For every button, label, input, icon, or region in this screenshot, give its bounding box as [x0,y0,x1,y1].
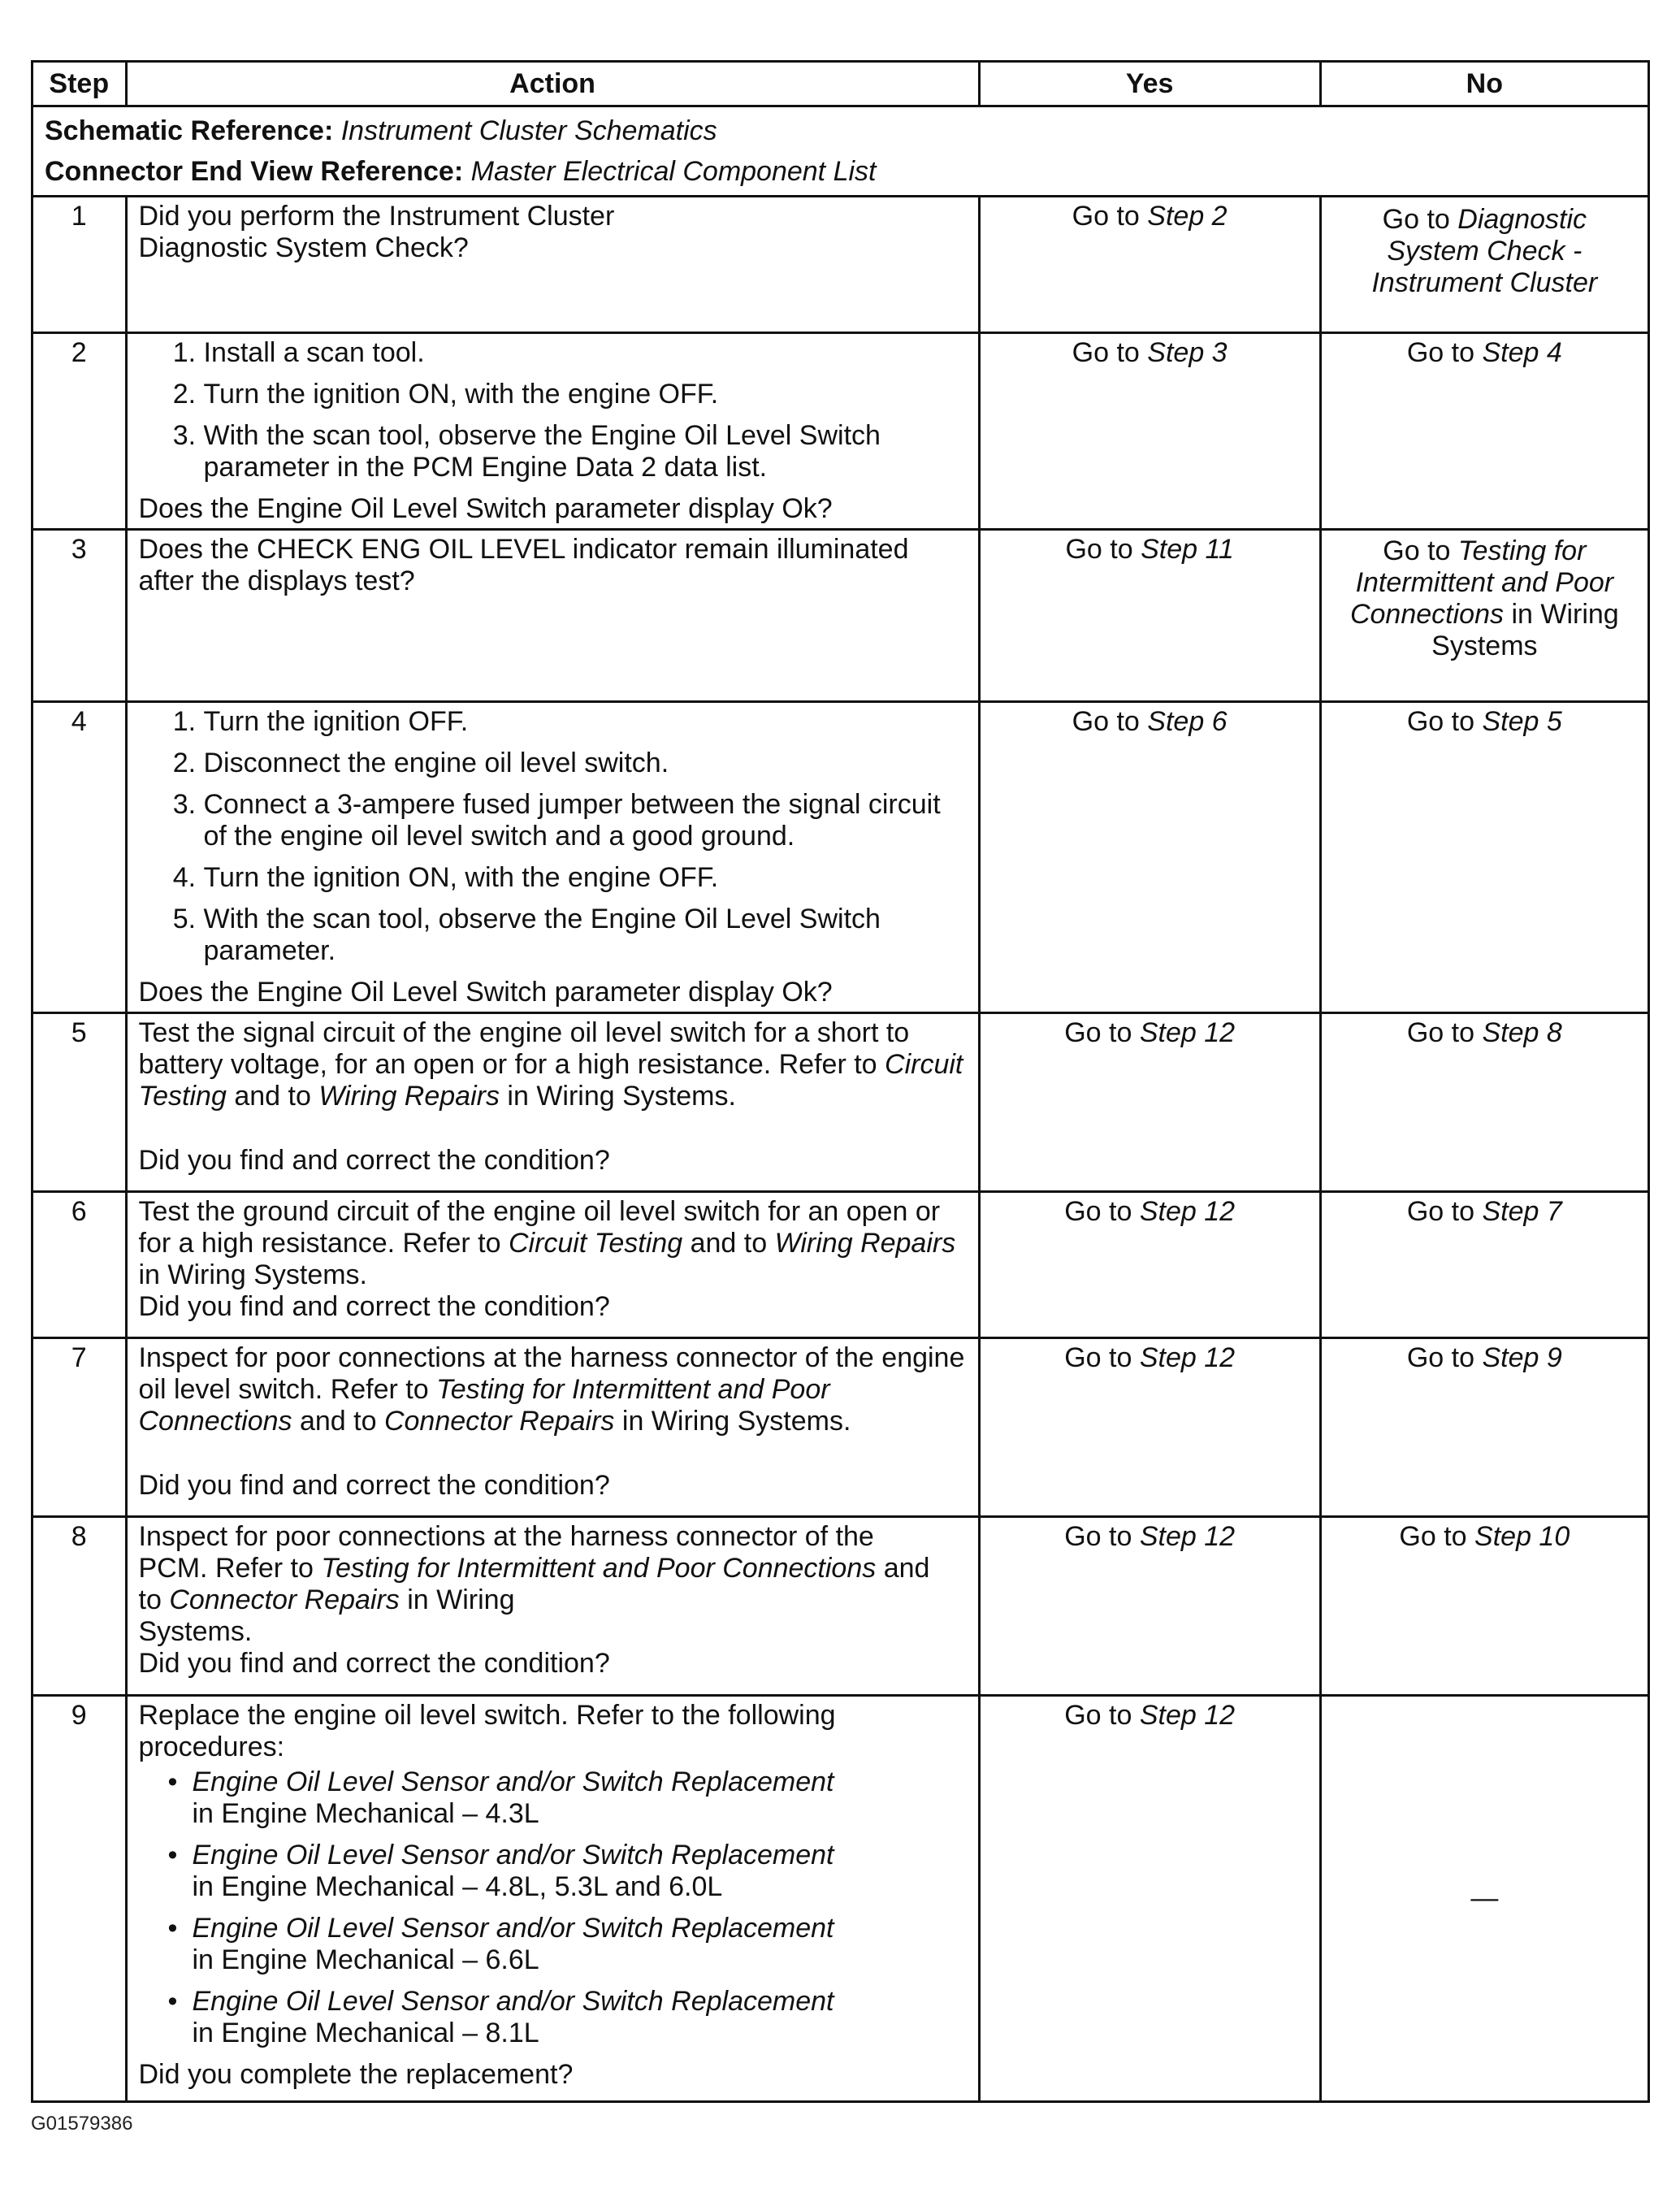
no-cell [1320,1517,1648,1696]
action-text [139,1342,967,1437]
header-step: Step [32,62,127,106]
go-to-label: Go to [1406,337,1475,368]
action-cell [126,197,979,333]
header-yes: Yes [979,62,1320,106]
no-step-link[interactable]: Step 9 [1482,1342,1562,1373]
testing-intermittent-link[interactable]: Testing for Intermittent and Poor Connections [138,1374,830,1437]
procedure-link[interactable]: Engine Oil Level Sensor and/or Switch Replacement [192,1986,834,2017]
step-number: 4 [32,702,127,1013]
instruction-item: 2. Turn the ignition ON, with the engine OFF. [204,379,967,410]
no-suffix: in Wiring Systems [1431,599,1619,661]
go-to-label: Go to [1072,201,1140,232]
action-text [139,1017,967,1112]
yes-step-link[interactable]: Step 12 [1139,1700,1236,1731]
instruction-item: 2. Disconnect the engine oil level switch. [204,748,967,779]
procedure-location: in Engine Mechanical – 4.8L, 5.3L and 6.0L [192,1871,723,1902]
yes-cell [979,1517,1320,1696]
instruction-list [139,337,967,483]
no-cell [1320,1338,1648,1517]
connector-reference-label: Connector End View Reference: [45,156,464,187]
go-to-label: Go to [1383,535,1451,566]
go-to-label: Go to [1064,1196,1132,1227]
action-text-part: and to [299,1406,377,1437]
yes-step-link[interactable]: Step 12 [1139,1342,1236,1373]
table-row [32,1013,1649,1192]
go-to-label: Go to [1406,1196,1475,1227]
no-dash: — [1470,1883,1499,1914]
action-text-part: Test the ground circuit of the engine oil level switch for an open or for a high resistance. Refer to [138,1196,941,1259]
go-to-label: Go to [1064,1017,1132,1048]
no-cell [1320,1013,1648,1192]
procedure-location: in Engine Mechanical – 8.1L [192,2018,539,2048]
go-to-label: Go to [1072,706,1140,737]
procedure-item [193,1913,967,1976]
action-text-part: and to [690,1228,768,1259]
action-question: Did you find and correct the condition? [138,1648,610,1679]
action-cell [126,702,979,1013]
no-step-link[interactable]: Step 8 [1482,1017,1562,1048]
no-cell [1320,702,1648,1013]
no-cell [1320,530,1648,702]
no-procedure-link[interactable]: Testing for Intermittent and Poor Connections [1349,535,1614,630]
step-number: 2 [32,333,127,530]
go-to-label: Go to [1406,706,1475,737]
no-cell [1320,197,1648,333]
wiring-repairs-link[interactable]: Wiring Repairs [318,1081,500,1112]
wiring-repairs-link[interactable]: Wiring Repairs [774,1228,956,1259]
testing-intermittent-link[interactable]: Testing for Intermittent and Poor Connections [321,1553,877,1584]
connector-repairs-link[interactable]: Connector Repairs [383,1406,615,1437]
procedure-link[interactable]: Engine Oil Level Sensor and/or Switch Replacement [192,1840,834,1870]
yes-cell [979,702,1320,1013]
action-cell [126,1192,979,1338]
action-cell [126,1338,979,1517]
table-row [32,1338,1649,1517]
action-text-part: in Wiring Systems. [621,1406,851,1437]
procedure-link[interactable]: Engine Oil Level Sensor and/or Switch Replacement [192,1913,834,1944]
circuit-testing-link[interactable]: Circuit Testing [508,1228,683,1259]
action-cell [126,1517,979,1696]
yes-cell [979,1338,1320,1517]
procedure-list [139,1766,967,2049]
procedure-item [193,1840,967,1903]
action-text: Does the CHECK ENG OIL LEVEL indicator remain illuminated after the displays test? [138,534,909,596]
action-text-part: in Wiring Systems. [507,1081,736,1112]
action-question: Did you find and correct the condition? [138,1291,610,1322]
action-text [139,1521,967,1616]
yes-cell [979,1013,1320,1192]
action-text-part: and to [138,1553,930,1615]
go-to-label: Go to [1065,534,1133,565]
no-step-link[interactable]: Step 7 [1482,1196,1562,1227]
diagnostic-table [31,60,1650,2103]
circuit-testing-link[interactable]: Circuit Testing [138,1049,963,1112]
action-text: Did you perform the Instrument Cluster Diagnostic System Check? [138,201,615,263]
no-cell [1320,333,1648,530]
action-question: Does the Engine Oil Level Switch parameter display Ok? [138,493,833,524]
yes-step-link[interactable]: Step 12 [1139,1017,1236,1048]
go-to-label: Go to [1072,337,1140,368]
step-number: 5 [32,1013,127,1192]
table-row [32,333,1649,530]
header-row [32,62,1649,106]
table-row [32,530,1649,702]
action-text-part: Test the signal circuit of the engine oil level switch for a short to battery voltage, for an open or for a high resistance. Refer to [138,1017,910,1080]
go-to-label: Go to [1064,1700,1132,1731]
yes-step-link[interactable]: Step 11 [1141,534,1234,565]
action-text-part: and to [234,1081,311,1112]
go-to-label: Go to [1064,1342,1132,1373]
header-no: No [1320,62,1648,106]
yes-cell [979,333,1320,530]
no-cell [1320,1192,1648,1338]
action-text [139,1196,967,1291]
table-row [32,1517,1649,1696]
step-number: 9 [32,1696,127,2102]
connector-reference [45,151,1636,192]
no-step-link[interactable]: Step 4 [1482,337,1562,368]
step-number: 6 [32,1192,127,1338]
procedure-location: in Engine Mechanical – 4.3L [192,1798,539,1829]
action-cell [126,530,979,702]
go-to-label: Go to [1399,1521,1467,1552]
procedure-location: in Engine Mechanical – 6.6L [192,1944,539,1975]
instruction-item: 4. Turn the ignition ON, with the engine OFF. [204,862,967,894]
schematic-reference-link[interactable]: Instrument Cluster Schematics [340,115,717,146]
yes-step-link[interactable]: Step 3 [1147,337,1228,368]
procedure-item [193,1986,967,2049]
action-text-tail: Systems. [138,1616,253,1647]
step-number: 1 [32,197,127,333]
action-cell [126,1696,979,2102]
table-row [32,1192,1649,1338]
header-action: Action [126,62,979,106]
table-row [32,197,1649,333]
procedure-item [193,1766,967,1830]
yes-cell [979,1192,1320,1338]
no-cell [1320,1696,1648,2102]
yes-cell [979,1696,1320,2102]
action-cell [126,333,979,530]
connector-reference-link[interactable]: Master Electrical Component List [470,156,877,187]
schematic-reference [45,111,1636,151]
yes-step-link[interactable]: Step 12 [1139,1196,1236,1227]
action-cell [126,1013,979,1192]
reference-cell [32,106,1649,197]
action-text: Replace the engine oil level switch. Refer to the following procedures: [138,1700,836,1762]
step-number: 8 [32,1517,127,1696]
no-procedure-link[interactable]: Diagnostic System Check - Instrument Cluster [1371,204,1598,298]
go-to-label: Go to [1064,1521,1132,1552]
action-text-part: Inspect for poor connections at the harness connector of the PCM. Refer to [138,1521,874,1584]
action-question: Did you find and correct the condition? [138,1145,610,1176]
instruction-item: 5. With the scan tool, observe the Engine Oil Level Switch parameter. [204,904,967,967]
reference-row [32,106,1649,197]
go-to-label: Go to [1382,204,1450,235]
no-step-link[interactable]: Step 5 [1482,706,1562,737]
yes-cell [979,197,1320,333]
action-question: Did you complete the replacement? [138,2059,574,2090]
instruction-item: 3. Connect a 3-ampere fused jumper between the signal circuit of the engine oil level switch and a good ground. [204,789,967,852]
instruction-item: 1. Turn the ignition OFF. [204,706,967,738]
instruction-item: 1. Install a scan tool. [204,337,967,369]
schematic-reference-label: Schematic Reference: [45,115,334,146]
step-number: 3 [32,530,127,702]
connector-repairs-link[interactable]: Connector Repairs [169,1584,400,1615]
yes-step-link[interactable]: Step 2 [1147,201,1228,232]
table-row [32,1696,1649,2102]
action-text-part: Inspect for poor connections at the harness connector of the engine oil level switch. Refer to [138,1342,965,1405]
yes-step-link[interactable]: Step 12 [1139,1521,1236,1552]
no-step-link[interactable]: Step 10 [1474,1521,1570,1552]
instruction-list [139,706,967,967]
action-question: Does the Engine Oil Level Switch parameter display Ok? [138,977,833,1008]
go-to-label: Go to [1406,1342,1475,1373]
action-text-part: in Wiring [407,1584,515,1615]
yes-cell [979,530,1320,702]
yes-step-link[interactable]: Step 6 [1147,706,1228,737]
action-text-part: in Wiring Systems. [138,1259,367,1290]
table-row [32,702,1649,1013]
action-question: Did you find and correct the condition? [138,1470,610,1501]
instruction-item: 3. With the scan tool, observe the Engine Oil Level Switch parameter in the PCM Engine Data 2 data list. [204,420,967,483]
step-number: 7 [32,1338,127,1517]
go-to-label: Go to [1406,1017,1475,1048]
procedure-link[interactable]: Engine Oil Level Sensor and/or Switch Replacement [192,1766,834,1797]
figure-id: G01579386 [31,2113,133,2135]
